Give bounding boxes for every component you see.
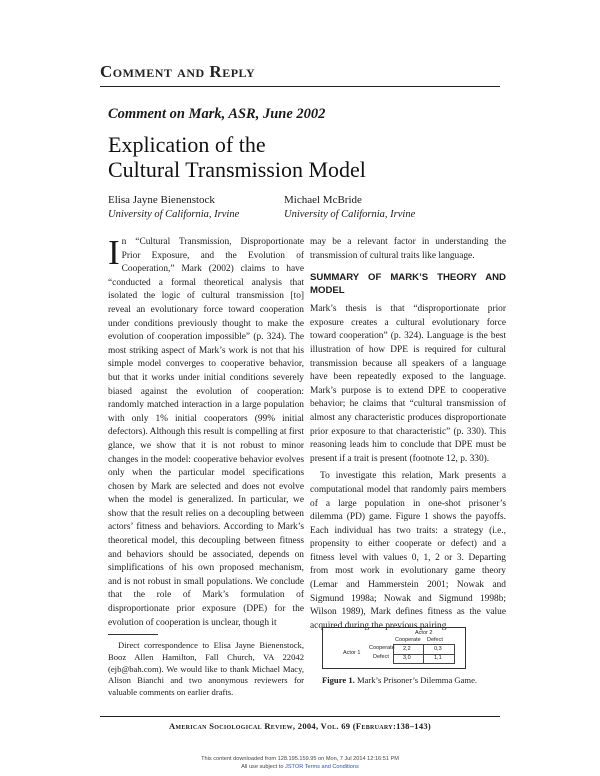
journal-footer: American Sociological Review, 2004, Vol. 69 (February:138–143) [168,721,432,731]
row-label-cooperate: Cooperate [369,645,395,651]
author-affiliation: University of California, Irvine [108,209,240,220]
payoff-grid [393,644,455,664]
author-block-1 [108,194,239,220]
col-player-label: Actor 2 [415,630,433,636]
summary-paragraph-2: To investigate this relation, Mark presents a computational model that randomly pairs members of a large population in one-shot prisoner’s dilemma (PD) game. Figure 1 shows the payoffs. Each individual has two traits: a strategy (i.e., propensity to either cooperate or defect) and a fitness level with values 0, 1, 2 or 3. Departing from most work in evolutionary game theory (Lemar and Hammerstein 2001; Nowak and Sigmund 1998a; Nowak and Sigmund 1998b; Wilson 1989), Mark defines fitness as the value acquired during the previous pairing [310,471,506,631]
row-player-label: Actor 1 [343,650,361,656]
payoff-cell: 1,1 [434,655,442,661]
terms-note [0,764,600,770]
continued-paragraph: may be a relevant factor in understanding the transmission of cultural traits like language. [310,237,506,261]
title-line-2: Cultural Transmission Model [108,157,366,182]
payoff-cell: 0,3 [434,646,442,652]
figure-caption-text: Mark’s Prisoner’s Dilemma Game. [356,675,478,685]
footnote-rule [108,634,158,635]
author-name: Elisa Jayne Bienenstock [108,194,215,206]
comment-on-label: Comment on Mark, ASR, June 2002 [108,106,326,122]
row-label-defect: Defect [373,654,389,660]
download-note: This content downloaded from 128.195.159.95 on Mon, 7 Jul 2014 12:16:51 PM [201,756,399,762]
author-affiliation: University of California, Irvine [284,209,416,220]
author-block-2 [284,194,415,220]
payoff-matrix-figure [322,627,466,669]
intro-paragraph [108,233,304,630]
left-column [108,233,304,634]
drop-cap: I [108,233,120,272]
section-subheading: SUMMARY OF MARK’S THEORY AND MODEL [310,272,506,297]
figure-label: Figure 1. [322,675,355,685]
intro-text: n “Cultural Transmission, Disproportionate Prior Exposure, and the Evolution of Cooperation,” Mark (2002) claims to have “conducted a formal theoretical analysis that isolated the logic of cultural transmission [to] reveal an evolutionary force toward cooperation under conditions previously thought to make the evolution of cooperation impossible” (p. 324). The most striking aspect of Mark’s work is not that his simple model converges to cooperative behavior, but that it works under initial conditions severely biased against the evolution of cooperation: randomly matched interaction in a large population with only 1% initial cooperators (99% initial defectors). Although this result is compelling at first glance, we show that it is not robust to minor changes in the model: cooperative behavior evolves only when the particular model specifications chosen by Mark are selected and does not evolve when the model is generalized. In particular, we show that the result relies on a decoupling between actors’ fitness and behaviors. According to Mark’s theoretical model, this decoupling between fitness and behaviors should be associated, depends on simplifications of his own proposed mechanism, and is not robust in small populations. We conclude that the role of Mark’s formulation of disproportionate prior exposure (DPE) for the evolution of cooperation is unclear, though it [108,237,304,628]
payoff-cell: 3,0 [403,655,411,661]
author-name: Michael McBride [284,194,362,206]
header-rule [100,86,500,87]
right-column [310,236,506,637]
footer-rule [100,716,500,717]
terms-prefix: All use subject to [241,764,286,770]
footnote: Direct correspondence to Elisa Jayne Bienenstock, Booz Allen Hamilton, Fall Church, VA 22042 (ejb@bah.com). We would like to thank Michael Macy, Alison Bianchi and two anonymous reviewers for valuable comments on earlier drafts. [108,640,304,698]
section-header: Comment and Reply [100,62,256,81]
figure-caption [322,675,477,685]
col-label-defect: Defect [427,637,443,643]
payoff-cell: 2,2 [403,646,411,652]
article-title [108,132,366,182]
title-line-1: Explication of the [108,132,266,157]
summary-paragraph-1: Mark’s thesis is that “disproportionate prior exposure creates a cultural evolutionary force toward cooperation” (p. 324). Language is the best illustration of how DPE is required for cultural transmission because all speakers of a language have been repeatedly exposed to the language. Mark’s purpose is to extend DPE to cooperative behavior; he claims that “cultural transmission of almost any characteristic produces disproportionate prior exposure to that characteristic” (p. 330). This reasoning leads him to conclude that DPE must be present if a trait is present (footnote 12, p. 330). [310,304,506,464]
terms-link[interactable]: JSTOR Terms and Conditions [285,764,359,770]
col-label-cooperate: Cooperate [395,637,421,643]
